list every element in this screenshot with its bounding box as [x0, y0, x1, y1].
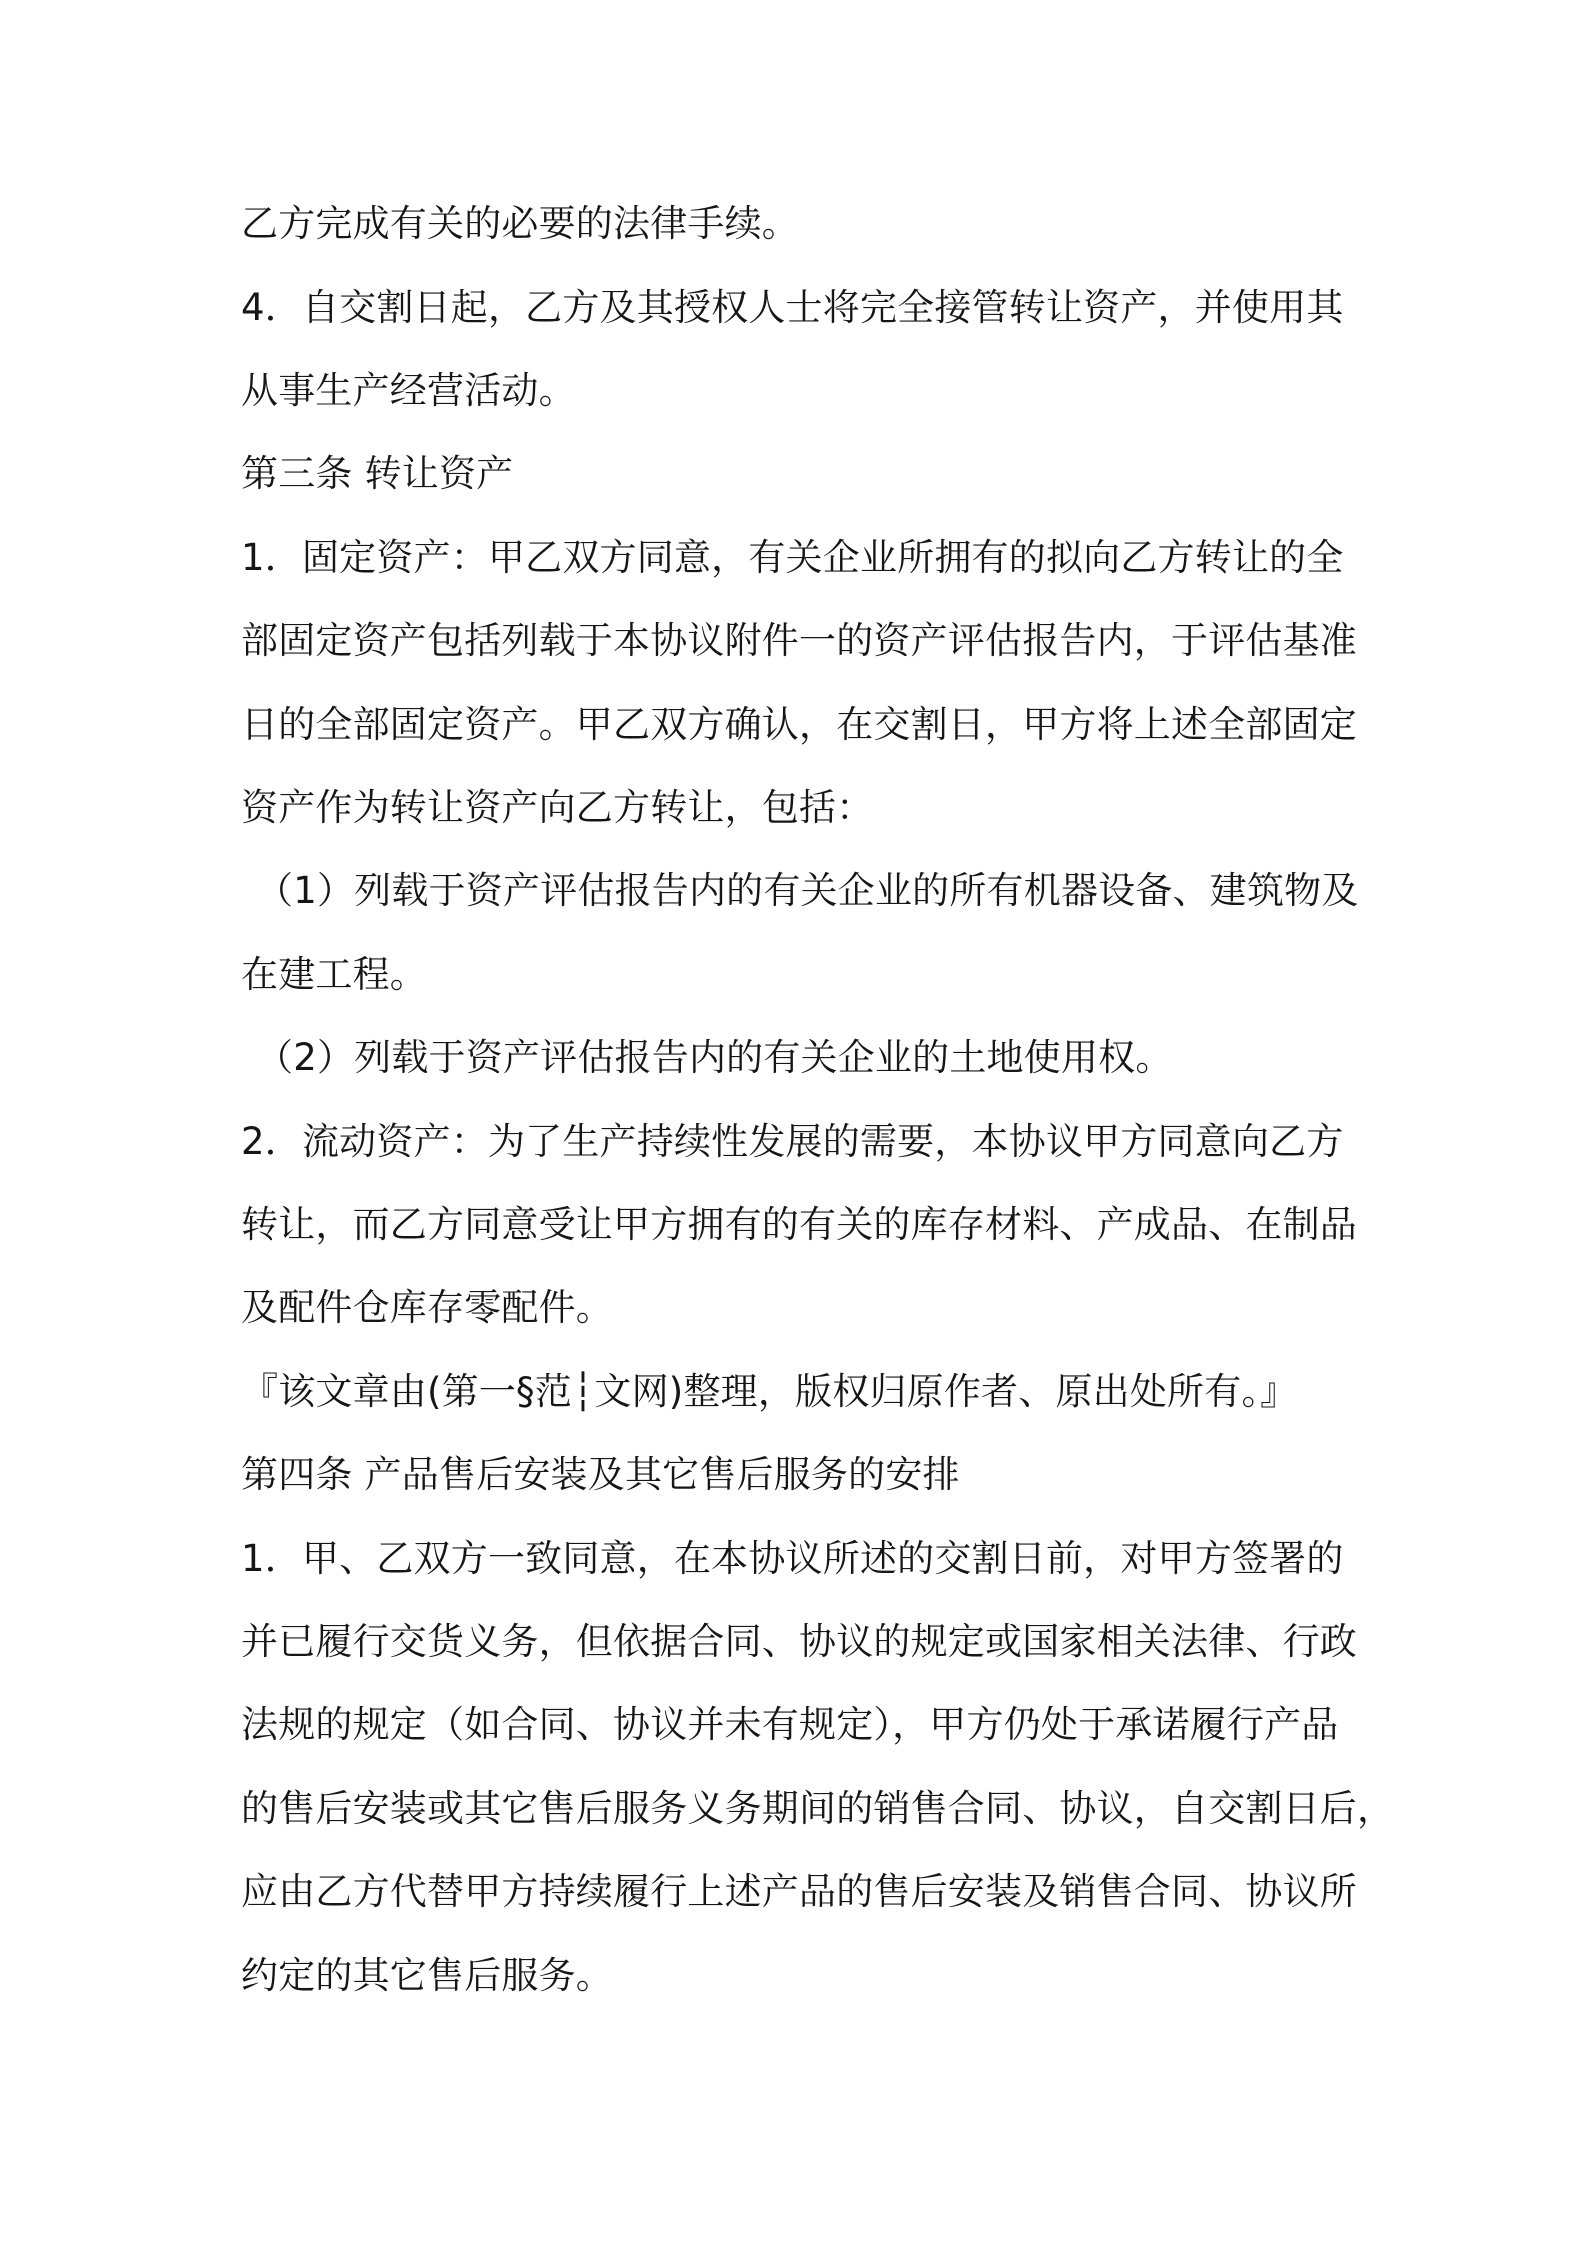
text-line-17: 1．甲、乙双方一致同意，在本协议所述的交割日前，对甲方签署的 — [241, 1537, 1344, 1580]
text-line-7: 日的全部固定资产。甲乙双方确认，在交割日，甲方将上述全部固定 — [241, 703, 1357, 746]
section-heading-4: 第四条 产品售后安装及其它售后服务的安排 — [241, 1453, 960, 1496]
text-line-19: 法规的规定（如合同、协议并未有规定），甲方仍处于承诺履行产品 — [241, 1703, 1339, 1746]
section-heading-3: 第三条 转让资产 — [241, 452, 514, 495]
text-line-18: 并已履行交货义务，但依据合同、协议的规定或国家相关法律、行政 — [241, 1620, 1357, 1663]
text-line-12: 2．流动资产：为了生产持续性发展的需要，本协议甲方同意向乙方 — [241, 1120, 1344, 1163]
text-line-21: 应由乙方代替甲方持续履行上述产品的售后安装及销售合同、协议所 — [241, 1870, 1357, 1913]
text-line-8: 资产作为转让资产向乙方转让，包括： — [241, 786, 874, 829]
text-line-9: （1）列载于资产评估报告内的有关企业的所有机器设备、建筑物及 — [256, 869, 1359, 912]
text-line-14: 及配件仓库存零配件。 — [241, 1286, 613, 1329]
text-line-13: 转让，而乙方同意受让甲方拥有的有关的库存材料、产成品、在制品 — [241, 1203, 1357, 1246]
text-line-1: 乙方完成有关的必要的法律手续。 — [241, 202, 799, 245]
text-line-20: 的售后安装或其它售后服务义务期间的销售合同、协议，自交割日后， — [241, 1787, 1395, 1830]
text-line-5: 1．固定资产：甲乙双方同意，有关企业所拥有的拟向乙方转让的全 — [241, 536, 1344, 579]
text-line-11: （2）列载于资产评估报告内的有关企业的土地使用权。 — [256, 1036, 1173, 1079]
text-line-22: 约定的其它售后服务。 — [241, 1954, 613, 1997]
text-line-2: 4．自交割日起，乙方及其授权人士将完全接管转让资产，并使用其 — [241, 286, 1344, 329]
text-line-3: 从事生产经营活动。 — [241, 369, 576, 412]
text-line-6: 部固定资产包括列载于本协议附件一的资产评估报告内，于评估基准 — [241, 619, 1357, 662]
watermark-note: 『该文章由(第一§范┆文网)整理，版权归原作者、原出处所有。』 — [241, 1370, 1298, 1413]
text-line-10: 在建工程。 — [241, 953, 427, 996]
